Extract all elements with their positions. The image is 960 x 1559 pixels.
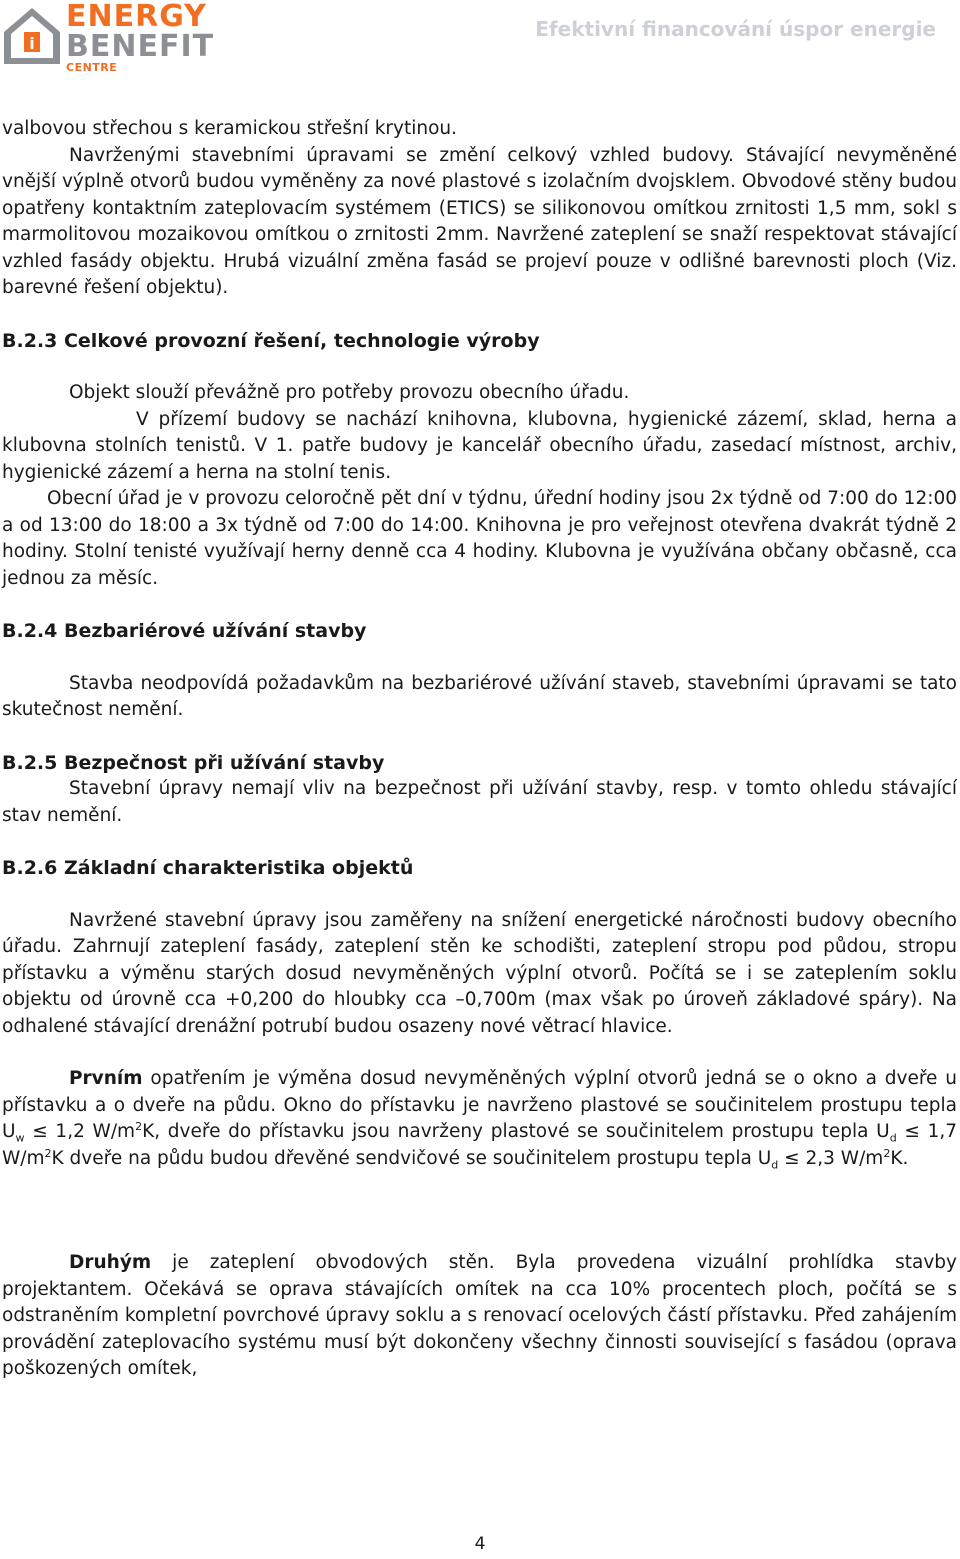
section-heading-b23: B.2.3 Celkové provozní řešení, technologie výroby [2,329,540,352]
intro-line: valbovou střechou s keramickou střešní krytinou. [2,118,458,139]
paragraph: Navržené stavební úpravy jsou zaměřeny na snížení energetické náročnosti budovy obecního úřadu. Zahrnují zateplení fasády, zateplení stěn ke schodišti, zateplení stropu pod půdou, stropu přístavku a výměnu starých dosud nevyměněných výplní otvorů. Počítá se i se zateplením soklu objektu od úrovně cca +0,200 do hloubky cca –0,700m (max však po úroveň základové spáry). Na odhalené stávající drenážní potrubí budou osazeny nové větrací hlavice. [2,909,957,1037]
logo-text-centre: CENTRE [66,61,118,74]
svg-text:i: i [29,34,35,53]
logo-text-benefit: BENEFIT [66,29,215,64]
paragraph: V přízemí budovy se nachází knihovna, klubovna, hygienické zázemí, sklad, herna a klubovna stolních tenistů. V 1. patře budovy je kancelář obecního úřadu, zasedací místnost, archiv, hygienické zázemí a herna na stolní tenis. [2,408,957,483]
paragraph: Stavební úpravy nemají vliv na bezpečnost při užívání stavby, resp. v tomto ohledu stávající stav nemění. [2,778,957,826]
logo-text-energy: ENERGY [66,0,207,34]
page-header [0,0,960,80]
page-number: 4 [474,1534,486,1554]
paragraph: Objekt slouží převážně pro potřeby provozu obecního úřadu. [69,382,630,403]
header-tagline: Efektivní financování úspor energie [535,17,936,41]
energy-benefit-logo [2,2,234,74]
section-heading-b24: B.2.4 Bezbariérové užívání stavby [2,620,367,642]
paragraph: Obecní úřad je v provozu celoročně pět dní v týdnu, úřední hodiny jsou 2x týdně od 7:00 do 12:00 a od 13:00 do 18:00 a 3x týdně od 7:00 do 14:00. Knihovna je pro veřejnost otevřena dvakrát týdně 2 hodiny. Stolní tenisté využívají herny denně cca 4 hodiny. Klubovna je využívána občany občasně, cca jednou za měsíc. [2,488,957,589]
section-heading-b25: B.2.5 Bezpečnost při užívání stavby [2,751,385,774]
bold-term: Druhým [69,1252,152,1273]
bold-term: Prvním [69,1068,143,1089]
document-body [2,116,957,1383]
paragraph: Stavba neodpovídá požadavkům na bezbariérové užívání staveb, stavebními úpravami se tato skutečnost nemění. [2,672,957,720]
section-heading-b26: B.2.6 Základní charakteristika objektů [2,857,414,879]
house-icon [2,6,62,66]
paragraph-druhym: Druhým je zateplení obvodových stěn. Byla provedena vizuální prohlídka stavby projektantem. Očekává se oprava stávajících omítek na cca 10% procentech ploch, počítá se s odstraněním kompletní povrchové úpravy soklu a s renovací ocelových částí přístavku. Před zahájením provádění zateplovacího systému musí být dokončeny všechny činnosti související s fasádou (oprava poškozených omítek, [2,1252,957,1379]
intro-paragraph: Navrženými stavebními úpravami se změní celkový vzhled budovy. Stávající nevyměněné vnější výplně otvorů budou vyměněny za nové plastové s izolačním dvojsklem. Obvodové stěny budou opatřeny kontaktním zateplovacím systémem (ETICS) se silikonovou omítkou zrnitosti 1,5 mm, sokl s marmolitovou mozaikovou omítkou o zrnitosti 2mm. Navržené zateplení se snaží respektovat stávající vzhled fasády objektu. Hrubá vizuální změna fasád se projeví pouze v odlišné barevnosti ploch (Viz. barevné řešení objektu). [2,144,957,298]
paragraph-prvnim: Prvním opatřením je výměna dosud nevyměněných výplní otvorů jedná se o okno a dveře u přístavku a o dveře na půdu. Okno do přístavku je navrženo plastové se součinitelem prostupu tepla $U_w \le 1,2$ $W/m^2K$, dveře do přístavku jsou navrženy plastové se součinitelem prostupu tepla $U_d \le 1,7$ $W/m^2K$ dveře na půdu budou dřevěné sendvičové se součinitelem prostupu tepla $U_d \le 2,3$ $W/m^2K$. [2,1068,957,1172]
